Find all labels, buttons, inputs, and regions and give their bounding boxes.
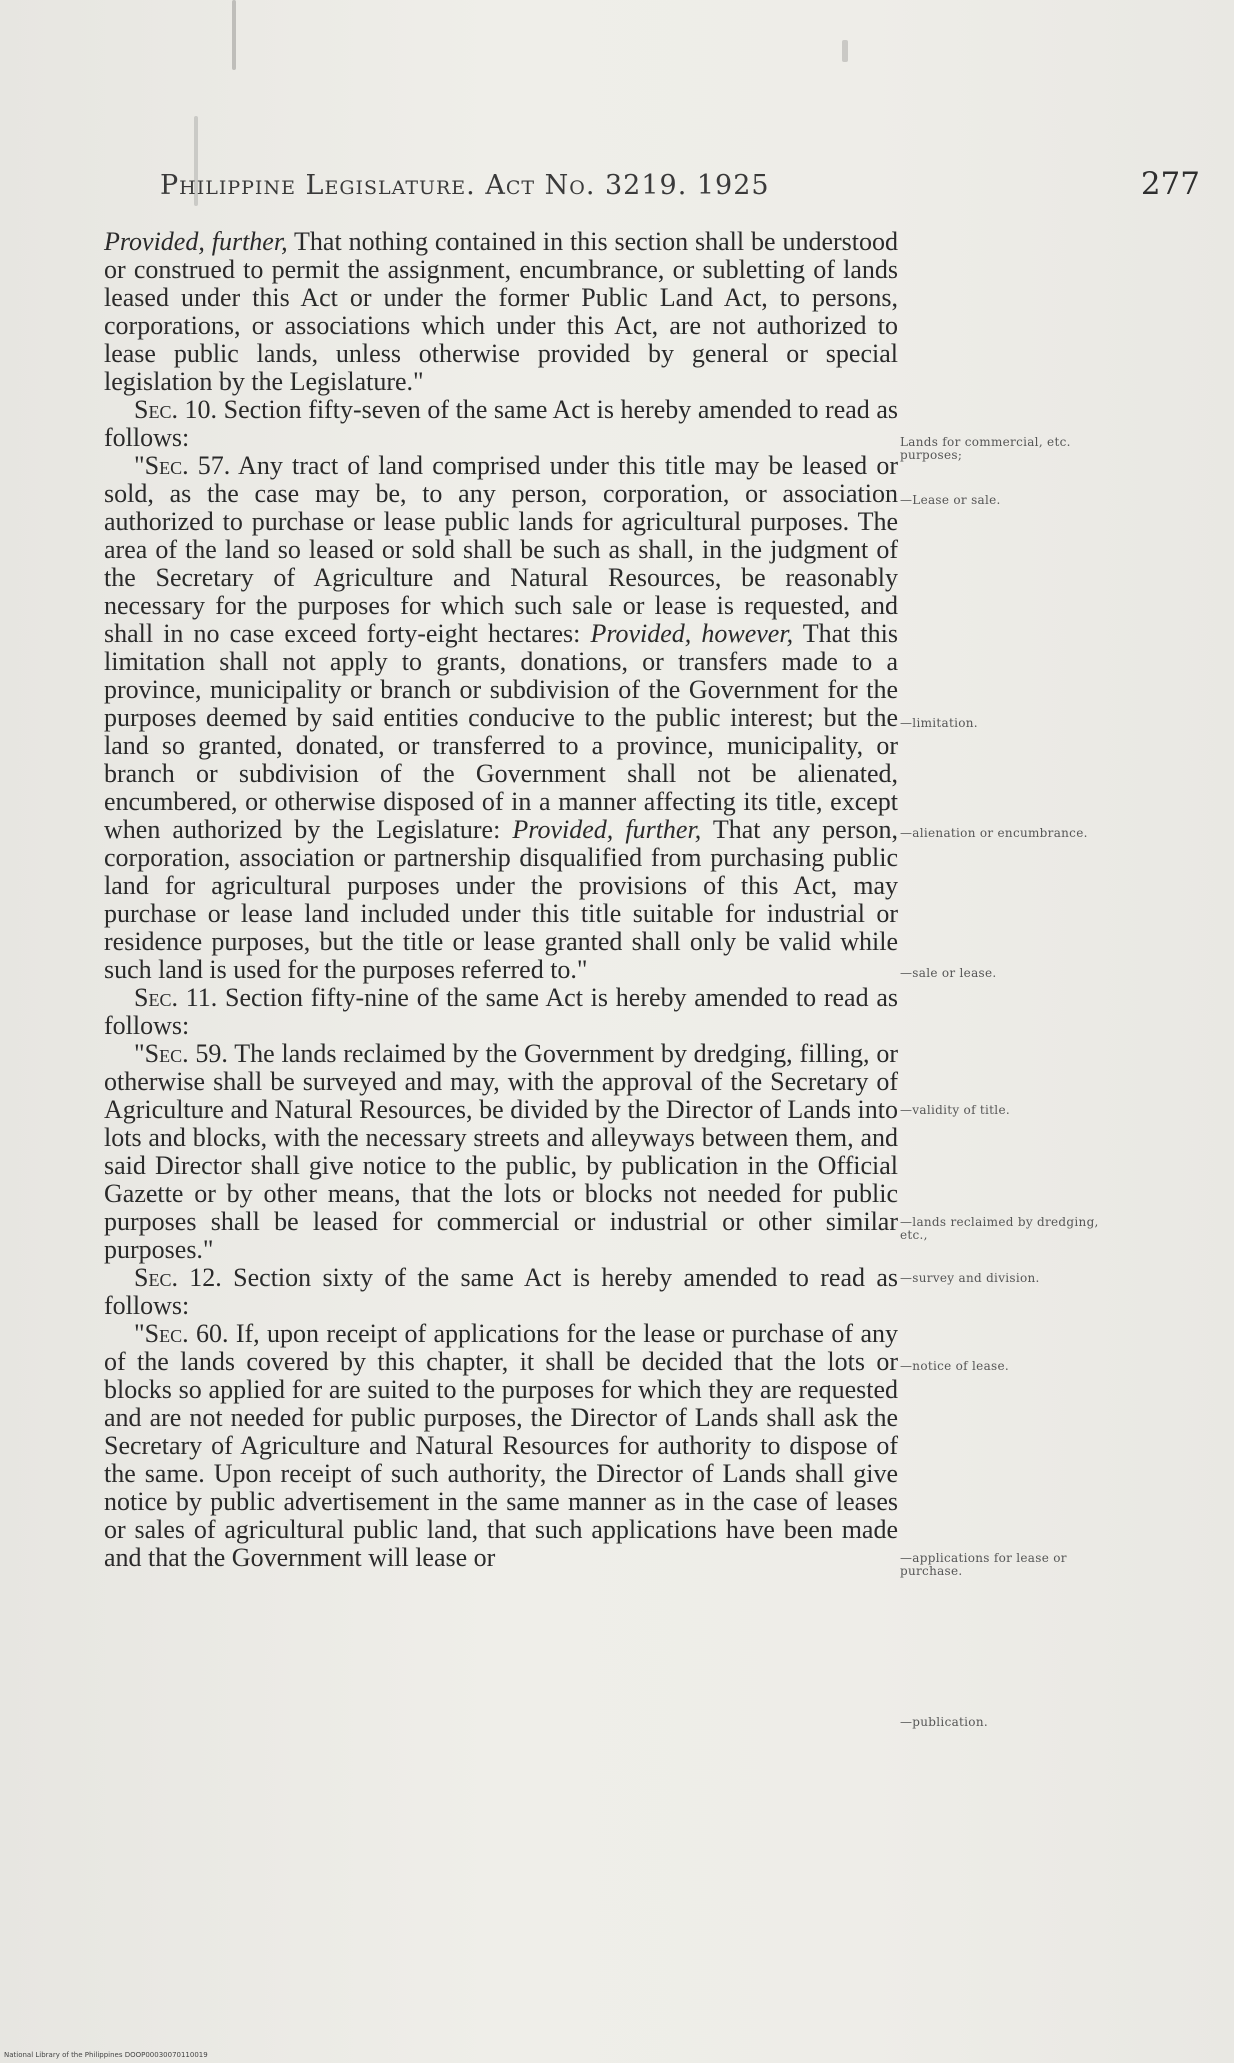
- side-note: —sale or lease.: [900, 966, 997, 980]
- margin-notes: [900, 0, 1110, 2063]
- running-head: Philippine Legislature. Act No. 3219. 1925: [160, 170, 770, 201]
- italic-proviso: Provided, further,: [512, 815, 702, 844]
- footer-credit: National Library of the Philippines DOOP00030070110019: [4, 2051, 208, 2059]
- paragraph-text: That this limitation shall not apply to grants, donations, or transfers made to a province, municipality or branch or subdivision of the Government for the purposes deemed by said entities conducive to the public interest; but the land so granted, donated, or transferred to a province, municipality, or branch or subdivision of the Government shall not be alienated, encumbered, or otherwise disposed of in a manner affecting its title, except when authorized by the Legislature:: [104, 619, 899, 844]
- body-text: [104, 228, 898, 1572]
- side-note: —survey and division.: [900, 1271, 1040, 1285]
- scan-smudge: [842, 40, 848, 62]
- paragraph-sec-10: [104, 396, 898, 452]
- paragraph-sec-11: [104, 984, 898, 1040]
- side-note: —notice of lease.: [900, 1359, 1009, 1373]
- paragraph-text: Section fifty-seven of the same Act is hereby amended to read as follows:: [104, 395, 898, 452]
- paragraph-text: Any tract of land comprised under this title may be leased or sold, as the case may be, to any person, corporation, or association authorized to purchase or lease public lands for agricultural purposes. The area of the land so leased or sold shall be such as shall, in the judgment of the Secretary of Agriculture and Natural Resources, be reasonably necessary for the purposes for which such sale or lease is requested, and shall in no case exceed forty-eight hectares:: [104, 451, 899, 648]
- paragraph-proviso: [104, 228, 898, 396]
- section-label: Sec. 11.: [134, 983, 218, 1012]
- paragraph-text: If, upon receipt of applications for the lease or purchase of any of the lands covered by this chapter, it shall be decided that the lots or blocks so applied for are suited to the purposes for which they are requested and are not needed for public purposes, the Director of Lands shall ask the Secretary of Agriculture and Natural Resources for authority to dispose of the same. Upon receipt of such authority, the Director of Lands shall give notice by public advertisement in the same manner as in the case of leases or sales of agricultural public land, that such applications have been made and that the Government will lease or: [104, 1319, 898, 1572]
- side-note: —validity of title.: [900, 1103, 1010, 1117]
- section-label: "Sec. 60.: [134, 1319, 229, 1348]
- side-note: —limitation.: [900, 716, 978, 730]
- italic-proviso: Provided, further,: [104, 227, 288, 256]
- side-note: Lands for commercial, etc. purposes;: [900, 435, 1071, 462]
- scan-smudge: [232, 0, 236, 70]
- paragraph-sec-60: [104, 1320, 898, 1572]
- paragraph-sec-57: [104, 452, 898, 984]
- section-label: Sec. 12.: [134, 1263, 222, 1292]
- section-label: "Sec. 57.: [134, 451, 231, 480]
- paragraph-text: Section sixty of the same Act is hereby amended to read as follows:: [104, 1263, 898, 1320]
- side-note: —applications for lease or purchase.: [900, 1551, 1067, 1578]
- paragraph-text: That any person, corporation, association or partnership disqualified from purchasing public land for agricultural purposes under the provisions of this Act, may purchase or lease land included under this title suitable for industrial or residence purposes, but the title or lease granted shall only be valid while such land is used for the purposes referred to.": [104, 815, 898, 984]
- side-note: —publication.: [900, 1715, 988, 1729]
- paragraph-sec-59: [104, 1040, 898, 1264]
- paragraph-sec-12: [104, 1264, 898, 1320]
- italic-proviso: Provided, however,: [590, 619, 794, 648]
- scan-smudge: [194, 116, 198, 206]
- paragraph-text: That nothing contained in this section shall be understood or construed to permit the assignment, encumbrance, or subletting of lands leased under this Act or under the former Public Land Act, to persons, corporations, or associations which under this Act, are not authorized to lease public lands, unless otherwise provided by general or special legislation by the Legislature.": [104, 227, 899, 396]
- side-note: —alienation or encumbrance.: [900, 826, 1088, 840]
- section-label: Sec. 10.: [134, 395, 218, 424]
- side-note: —lands reclaimed by dredging, etc.,: [900, 1215, 1099, 1242]
- section-label: "Sec. 59.: [134, 1039, 228, 1068]
- paragraph-text: Section fifty-nine of the same Act is hereby amended to read as follows:: [104, 983, 899, 1040]
- paragraph-text: The lands reclaimed by the Government by dredging, filling, or otherwise shall be surveyed and may, with the approval of the Secretary of Agriculture and Natural Resources, be divided by the Director of Lands into lots and blocks, with the necessary streets and alleyways between them, and said Director shall give notice to the public, by publication in the Official Gazette or by other means, that the lots or blocks not needed for public purposes shall be leased for commercial or industrial or other similar purposes.": [104, 1039, 898, 1264]
- side-note: —Lease or sale.: [900, 493, 1001, 507]
- page-number: 277: [1140, 166, 1200, 202]
